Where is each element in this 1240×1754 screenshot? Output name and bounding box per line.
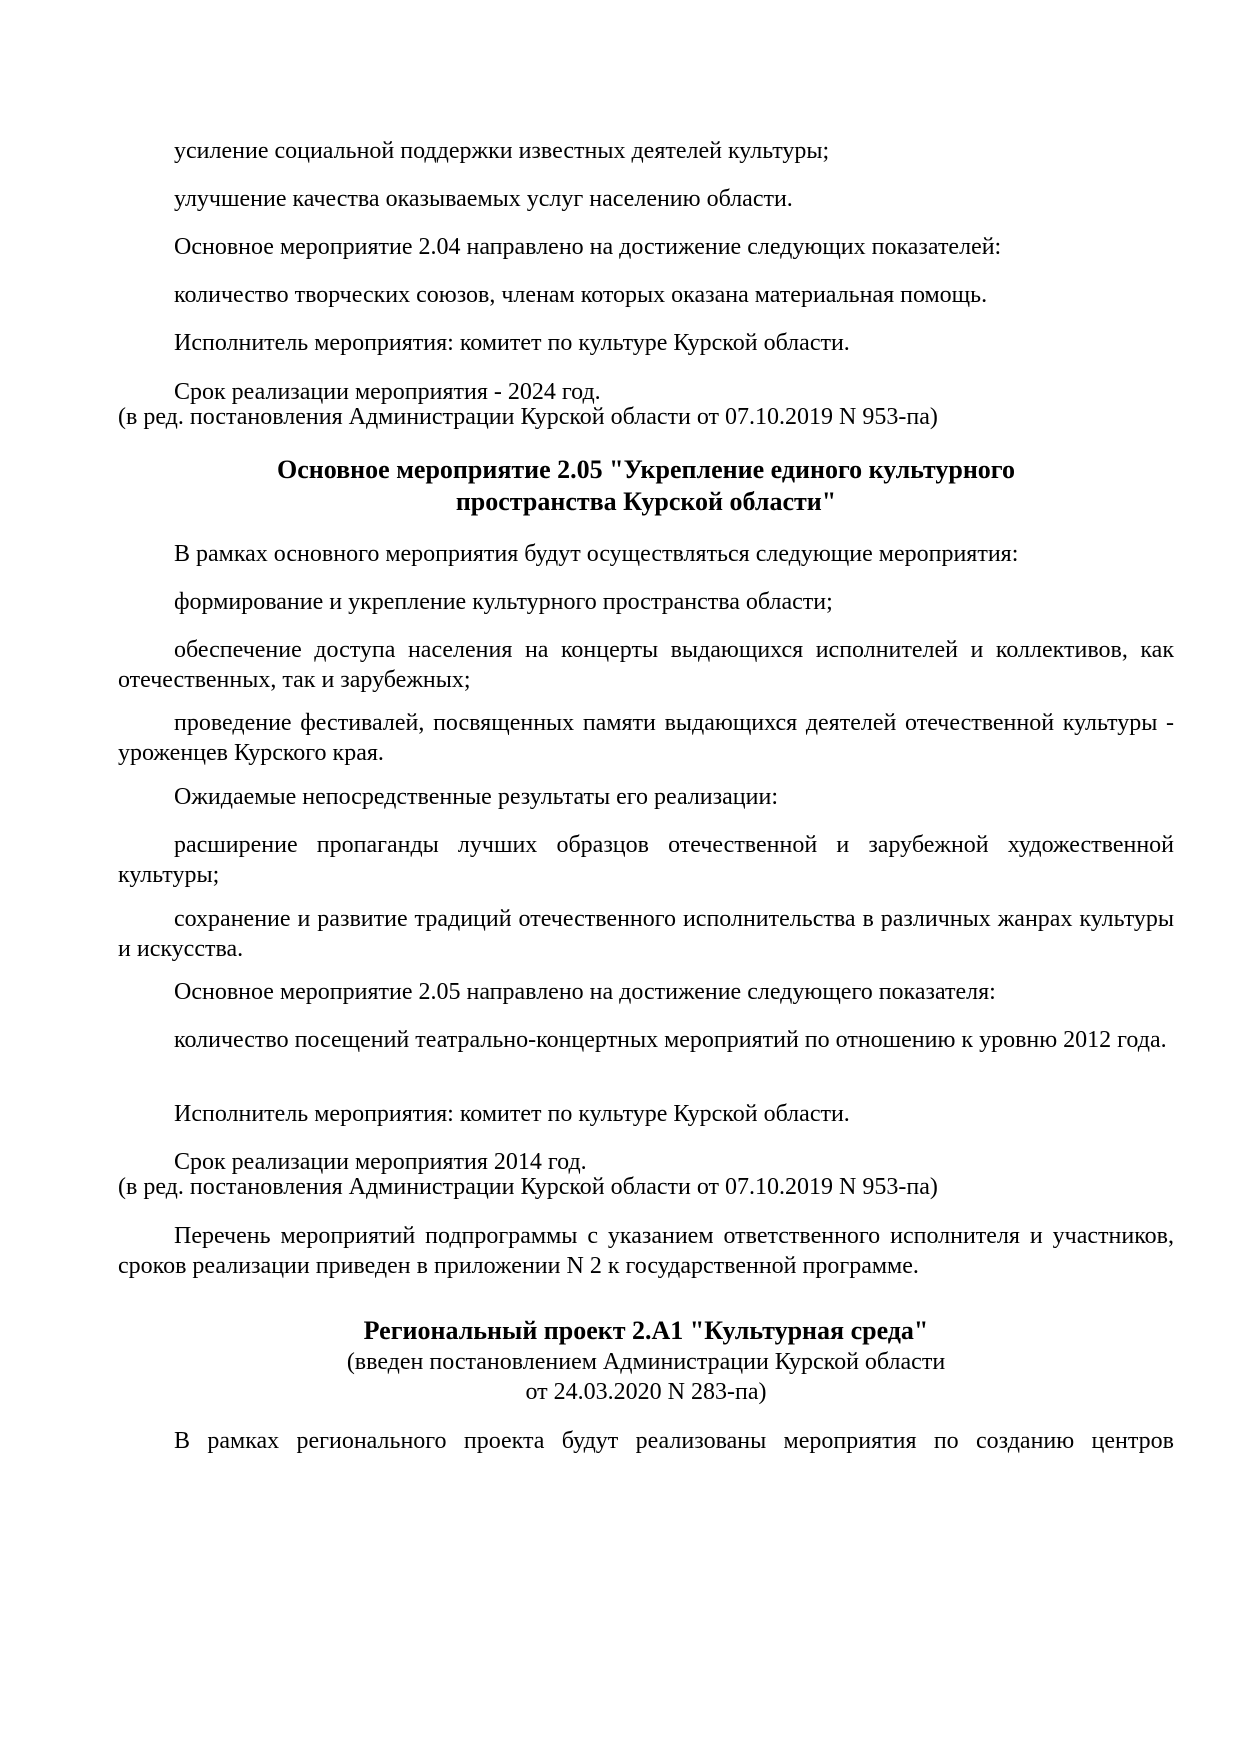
paragraph-expected-results: Ожидаемые непосредственные результаты его реализации: bbox=[174, 784, 778, 810]
section-2a1-subtitle bbox=[118, 1347, 1174, 1407]
paragraph-creative-unions: количество творческих союзов, членам которых оказана материальная помощь. bbox=[174, 282, 988, 308]
section-2a1-title: Региональный проект 2.А1 "Культурная среда" bbox=[363, 1316, 929, 1345]
paragraph-indicators-204: Основное мероприятие 2.04 направлено на достижение следующих показателей: bbox=[174, 234, 1002, 260]
paragraph-propaganda: расширение пропаганды лучших образцов отечественной и зарубежной художественной культуры; bbox=[118, 832, 1174, 888]
section-2a1-subtitle-line-2: от 24.03.2020 N 283-па) bbox=[525, 1379, 767, 1405]
paragraph-executor-204: Исполнитель мероприятия: комитет по культуре Курской области. bbox=[174, 330, 850, 356]
amendment-note-1: (в ред. постановления Администрации Курской области от 07.10.2019 N 953-па) bbox=[118, 404, 938, 430]
paragraph-indicator-205: Основное мероприятие 2.05 направлено на достижение следующего показателя: bbox=[174, 979, 996, 1005]
amendment-note-2: (в ред. постановления Администрации Курской области от 07.10.2019 N 953-па) bbox=[118, 1174, 938, 1200]
section-205-title-line-2: пространства Курской области" bbox=[455, 487, 837, 516]
section-2a1-subtitle-line-1: (введен постановлением Администрации Курской области bbox=[346, 1349, 946, 1375]
paragraph-term-205: Срок реализации мероприятия 2014 год. bbox=[174, 1149, 587, 1175]
paragraph-service-quality: улучшение качества оказываемых услуг населению области. bbox=[174, 186, 793, 212]
paragraph-activities-intro: В рамках основного мероприятия будут осуществляться следующие мероприятия: bbox=[174, 541, 1019, 567]
paragraph-traditions: сохранение и развитие традиций отечественного исполнительства в различных жанрах культуры и искусства. bbox=[118, 906, 1174, 962]
paragraph-term-204: Срок реализации мероприятия - 2024 год. bbox=[174, 379, 601, 405]
paragraph-cultural-space: формирование и укрепление культурного пространства области; bbox=[174, 589, 833, 615]
section-205-title-line-1: Основное мероприятие 2.05 "Укрепление единого культурного bbox=[277, 455, 1015, 484]
paragraph-executor-205: Исполнитель мероприятия: комитет по культуре Курской области. bbox=[174, 1101, 850, 1127]
section-205-title bbox=[118, 454, 1174, 518]
paragraph-visits-count: количество посещений театрально-концертных мероприятий по отношению к уровню 2012 года. bbox=[174, 1027, 1167, 1053]
paragraph-concert-access: обеспечение доступа населения на концерты выдающихся исполнителей и коллективов, как отечественных, так и зарубежных; bbox=[118, 637, 1174, 693]
paragraph-regional-project: В рамках регионального проекта будут реализованы мероприятия по созданию центров bbox=[174, 1428, 1174, 1454]
paragraph-festivals: проведение фестивалей, посвященных памяти выдающихся деятелей отечественной культуры - уроженцев Курского края. bbox=[118, 710, 1174, 766]
paragraph-activity-list: Перечень мероприятий подпрограммы с указанием ответственного исполнителя и участников, сроков реализации приведен в приложении N 2 к государственной программе. bbox=[118, 1223, 1174, 1279]
paragraph-social-support: усиление социальной поддержки известных деятелей культуры; bbox=[174, 138, 830, 164]
